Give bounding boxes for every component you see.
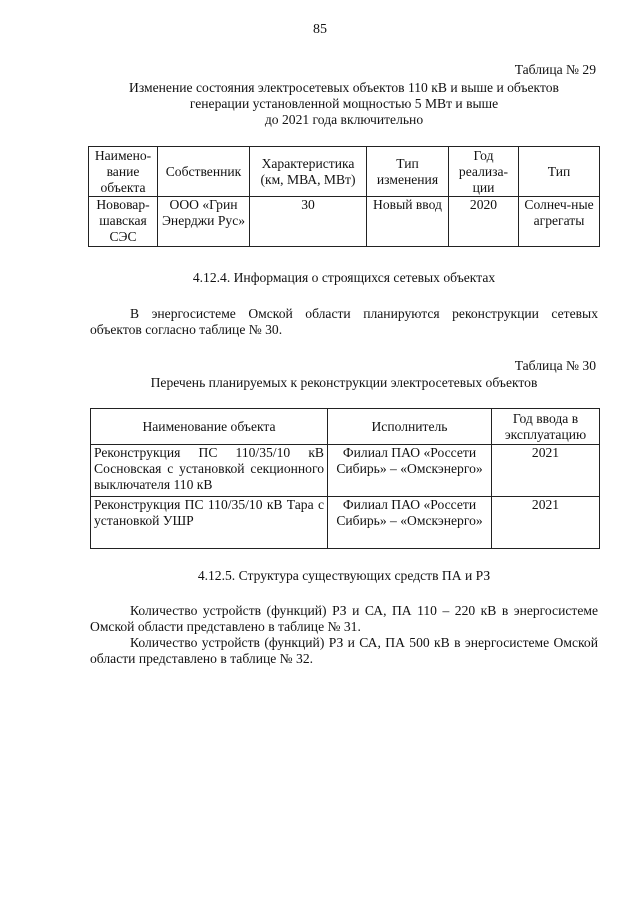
table-cell: 2021 (492, 445, 600, 497)
table-header-row (91, 409, 600, 445)
column-header: Тип изменения (367, 147, 449, 197)
paragraph: В энергосистеме Омской области планируются реконструкции сетевых объектов согласно таблице № 30. (90, 306, 598, 337)
table-cell: Филиал ПАО «Россети Сибирь» – «Омскэнерго» (328, 497, 492, 549)
table-header-row (89, 147, 600, 197)
column-header: Собственник (158, 147, 250, 197)
table-row (91, 445, 600, 497)
table-29-label: Таблица № 29 (514, 62, 596, 77)
caption-line: генерации установленной мощностью 5 МВт и выше (189, 96, 499, 111)
table-row (91, 497, 600, 549)
table-cell: Новый ввод (367, 197, 449, 247)
caption-line: Изменение состояния электросетевых объектов 110 кВ и выше и объектов (129, 80, 559, 95)
table-cell: 30 (250, 197, 367, 247)
paragraph: Количество устройств (функций) РЗ и СА, ПА 500 кВ в энергосистеме Омской области представлено в таблице № 32. (90, 635, 598, 666)
section-4-12-5-body (90, 603, 598, 667)
table-cell: Солнеч-ные агрегаты (519, 197, 600, 247)
paragraph: Количество устройств (функций) РЗ и СА, ПА 110 – 220 кВ в энергосистеме Омской области представлено в таблице № 31. (90, 603, 598, 634)
column-header: Год реализа-ции (449, 147, 519, 197)
table-cell: Нововар-шавская СЭС (89, 197, 158, 247)
table-30-label: Таблица № 30 (514, 358, 596, 373)
table-cell: 2021 (492, 497, 600, 549)
caption-line: до 2021 года включительно (264, 112, 424, 127)
table-cell: ООО «Грин Энерджи Рус» (158, 197, 250, 247)
column-header: Год ввода в эксплуатацию (492, 409, 600, 445)
table-row (89, 197, 600, 247)
section-heading-4-12-4: 4.12.4. Информация о строящихся сетевых объектах (192, 270, 496, 285)
table-30-caption: Перечень планируемых к реконструкции электросетевых объектов (150, 375, 538, 390)
table-cell: Реконструкция ПС 110/35/10 кВ Тара с установкой УШР (91, 497, 328, 549)
section-heading-4-12-5: 4.12.5. Структура существующих средств ПА и РЗ (197, 568, 491, 583)
column-header: Наименование объекта (91, 409, 328, 445)
table-cell: Филиал ПАО «Россети Сибирь» – «Омскэнерго» (328, 445, 492, 497)
table-30 (90, 408, 600, 549)
column-header: Характеристика (км, МВА, МВт) (250, 147, 367, 197)
table-29 (88, 146, 600, 247)
page-number: 85 (313, 22, 327, 37)
table-cell: 2020 (449, 197, 519, 247)
column-header: Исполнитель (328, 409, 492, 445)
table-cell: Реконструкция ПС 110/35/10 кВ Сосновская с установкой секционного выключателя 110 кВ (91, 445, 328, 497)
column-header: Наимено-вание объекта (89, 147, 158, 197)
column-header: Тип (519, 147, 600, 197)
table-29-caption (70, 80, 618, 128)
